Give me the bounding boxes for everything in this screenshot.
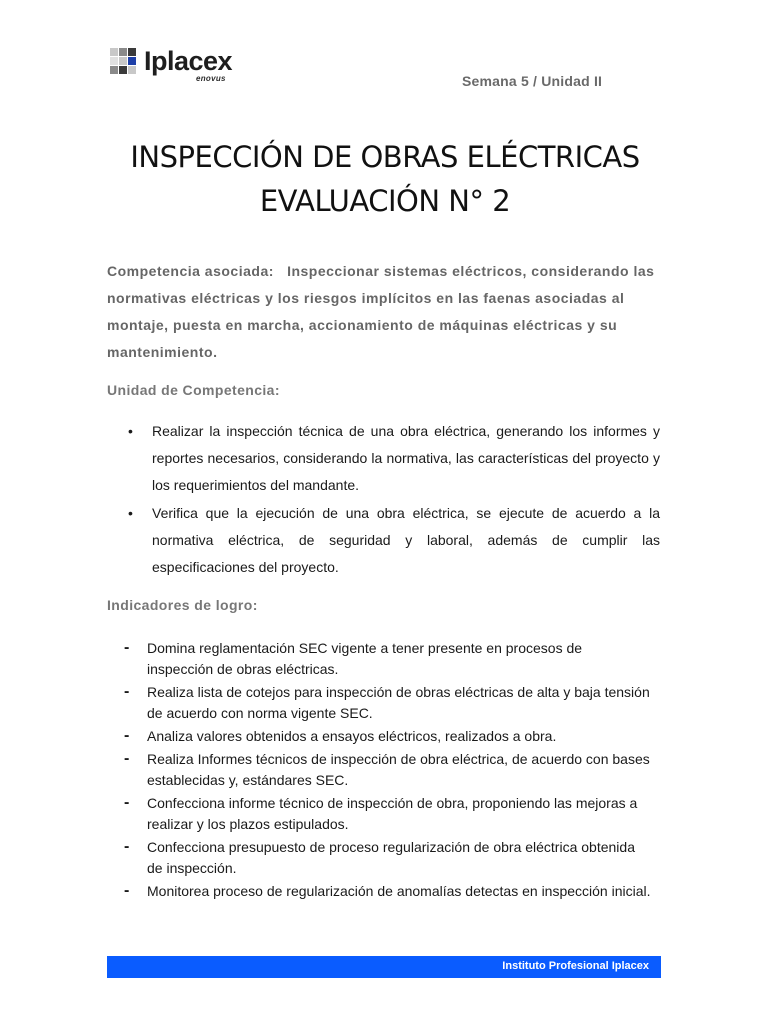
list-item: - Confecciona informe técnico de inspección de obra, proponiendo las mejoras a realizar y los plazos estipulados. (122, 793, 652, 835)
competencia-paragraph (107, 258, 667, 366)
competencia-text: Inspeccionar sistemas eléctricos, considerando las normativas eléctricas y los riesgos implícitos en las faenas asociadas al montaje, puesta en marcha, accionamiento de máquinas eléctricas y su mantenimiento. (107, 263, 655, 360)
list-item: - Realiza Informes técnicos de inspección de obra eléctrica, de acuerdo con bases establecidas y, estándares SEC. (122, 749, 652, 791)
logo-text: Iplacex (144, 46, 233, 76)
list-item: - Realiza lista de cotejos para inspección de obras eléctricas de alta y baja tensión de acuerdo con norma vigente SEC. (122, 682, 652, 724)
indicadores-heading: Indicadores de logro: (107, 597, 258, 613)
unidad-heading: Unidad de Competencia: (107, 382, 280, 398)
logo-subtext: enovus (196, 74, 226, 83)
document-title: INSPECCIÓN DE OBRAS ELÉCTRICAS (130, 140, 640, 174)
list-item: - Domina reglamentación SEC vigente a tener presente en procesos de inspección de obras eléctricas. (122, 638, 652, 680)
list-item: - Confecciona presupuesto de proceso regularización de obra eléctrica obtenida de inspección. (122, 837, 652, 879)
list-item: • Verifica que la ejecución de una obra eléctrica, se ejecute de acuerdo a la normativa eléctrica, de seguridad y laboral, además de cumplir las especificaciones del proyecto. (126, 500, 660, 581)
footer-text: Instituto Profesional Iplacex (502, 960, 649, 972)
list-item: • Realizar la inspección técnica de una obra eléctrica, generando los informes y reportes necesarios, considerando la normativa, las características del proyecto y los requerimientos del mandante. (126, 418, 660, 499)
indicadores-list (122, 638, 652, 904)
competencia-label: Competencia asociada: (107, 263, 274, 279)
unidad-list-2 (126, 500, 660, 581)
iplacex-logo (110, 46, 270, 86)
unidad-list (126, 418, 660, 499)
evaluation-title: EVALUACIÓN N° 2 (259, 184, 511, 218)
footer-bar (107, 956, 661, 978)
list-item: - Analiza valores obtenidos a ensayos eléctricos, realizados a obra. (122, 726, 652, 747)
logo-squares-icon (110, 48, 142, 80)
week-unit-label: Semana 5 / Unidad II (462, 73, 603, 89)
list-item: - Monitorea proceso de regularización de anomalías detectas en inspección inicial. (122, 881, 652, 902)
